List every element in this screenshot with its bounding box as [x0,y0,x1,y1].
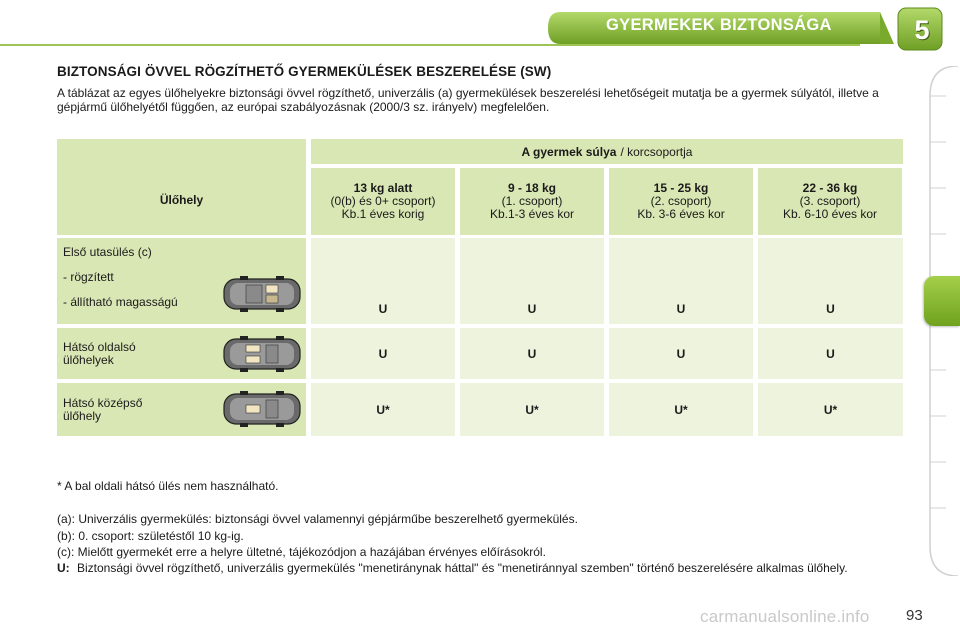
column-group: (0(b) és 0+ csoport) [330,194,436,208]
section-title: BIZTONSÁGI ÖVVEL RÖGZÍTHETŐ GYERMEKÜLÉSEK BESZERELÉSE (SW) [57,64,552,79]
column-age: Kb. 3-6 éves kor [637,207,725,221]
column-header-group-3 [758,168,902,235]
weight-header-rest: / korcsoportja [620,144,693,159]
header-banner [0,0,960,56]
table-cell-value: U* [460,383,604,436]
footnote-star: * A bal oldali hátsó ülés nem használható. [57,479,279,493]
car-rear-side-seat-icon [222,334,302,374]
column-age: Kb. 6-10 éves kor [782,207,878,221]
table-cell-value: U* [758,383,903,436]
table-cell-value: U [609,238,753,324]
row-label-line: Első utasülés (c) [63,245,152,259]
table-cell-value: U* [609,383,753,436]
side-tab-active-chapter[interactable] [924,276,960,326]
column-group: (3. csoport) [799,194,861,208]
column-weight: 13 kg alatt [353,181,413,195]
definition-a: (a): Univerzális gyermekülés: biztonsági övvel valamennyi gépjárműbe beszerelhető gyermekülés. [57,512,578,526]
table-cell-value: U [758,328,903,379]
table-cell-value: U [758,238,903,324]
column-age: Kb.1-3 éves kor [489,207,575,221]
table-cell-value: U [311,328,455,379]
table-cell-value: U [609,328,753,379]
definition-c: (c): Mielőtt gyermekét erre a helyre ültetné, tájékozódjon a hazájában érvényes előírásokról. [57,545,546,559]
page-number: 93 [906,607,923,624]
column-header-group-0 [311,168,455,235]
car-front-seat-icon [222,274,302,314]
row-label-line: ülőhelyek [63,353,114,367]
definition-u [57,561,907,575]
row-label-line: - rögzített [63,270,114,284]
row-label-line: Hátsó középső [63,396,143,410]
definition-b: (b): 0. csoport: születéstől 10 kg-ig. [57,529,244,543]
row-label-line: Hátsó oldalsó [63,340,136,354]
column-age: Kb.1 éves korig [341,207,425,221]
weight-header [311,139,903,164]
row-label-line: ülőhely [63,409,102,423]
intro-paragraph: A táblázat az egyes ülőhelyekre biztonsági övvel rögzíthető, univerzális (a) gyermekülések beszerelési lehetőségeit mutatja be a gyermek súlyától, illetve a gépjármű ülőhelyétől függően, az európai szabályozásnak (2000/3 sz. irányelv) megfelelően. [57,86,879,114]
definition-u-text: Biztonsági övvel rögzíthető, univerzális gyermekülés "menetiránynak háttal" és "menetiránnyal szemben" történő beszerelésére alkalmas ülőhely. [77,561,848,575]
car-rear-middle-seat-icon [222,389,302,429]
table-cell-value: U [311,238,455,324]
column-group: (1. csoport) [501,194,563,208]
column-header-group-1 [460,168,604,235]
column-weight: 9 - 18 kg [507,181,557,195]
chapter-number: 5 [914,15,930,45]
chapter-title: GYERMEKEK BIZTONSÁGA [606,16,832,34]
column-group: (2. csoport) [650,194,712,208]
definition-u-label: U: [57,561,70,575]
table-cell-value: U [460,238,604,324]
column-weight: 22 - 36 kg [802,181,858,195]
table-cell-value: U [460,328,604,379]
column-header-group-2 [609,168,753,235]
seat-column-header: Ülőhely [57,139,306,235]
table-cell-value: U* [311,383,455,436]
watermark: carmanualsonline.info [700,607,870,626]
column-weight: 15 - 25 kg [653,181,709,195]
weight-header-bold: A gyermek súlya [521,144,617,159]
row-label-line: - állítható magasságú [63,295,178,309]
